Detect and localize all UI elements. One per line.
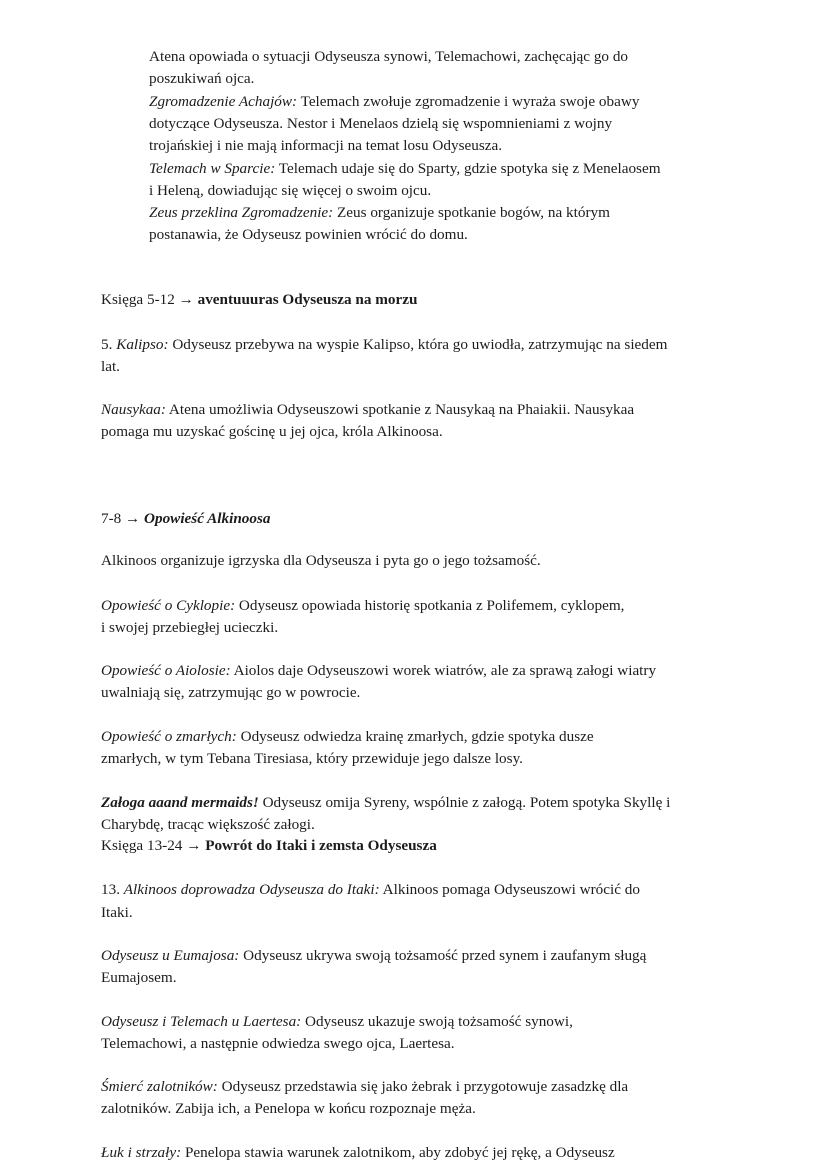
intro-p2-line3: trojańskiej i nie mają informacji na temat losu Odyseusza. bbox=[149, 137, 503, 154]
intro-p3-line1 bbox=[149, 158, 661, 180]
smierc-line2: zalotników. Zabija ich, a Penelopa w końcu rozpoznaje męża. bbox=[101, 1100, 476, 1117]
intro-p4-title: Zeus przeklina Zgromadzenie: bbox=[149, 204, 334, 221]
smierc-line1 bbox=[101, 1076, 628, 1098]
intro-p4-line1 bbox=[149, 202, 610, 224]
intro-p1-line1: Atena opowiada o sytuacji Odyseusza synowi, Telemachowi, zachęcając go do bbox=[149, 48, 629, 65]
laertes-line1 bbox=[101, 1011, 573, 1033]
zaloga-line2: Charybdę, tracąc większość załogi. bbox=[101, 816, 315, 833]
cyklop-text: Odyseusz opowiada historię spotkania z Polifemem, cyklopem, bbox=[235, 597, 625, 614]
kalipso-title: Kalipso: bbox=[116, 336, 169, 353]
luk-text: Penelopa stawia warunek zalotnikom, aby zdobyć jej rękę, a Odyseusz bbox=[181, 1144, 615, 1161]
cyklop-line2: i swojej przebiegłej ucieczki. bbox=[101, 619, 279, 636]
intro-p1-line2: poszukiwań ojca. bbox=[149, 70, 255, 87]
intro-p2-text: Telemach zwołuje zgromadzenie i wyraża swoje obawy bbox=[297, 93, 640, 110]
zaloga-text: Odyseusz omija Syreny, wspólnie z załogą. Potem spotyka Skyllę i bbox=[258, 794, 671, 811]
eumajos-text: Odyseusz ukrywa swoją tożsamość przed synem i zaufanym sługą bbox=[239, 947, 647, 964]
luk-line1 bbox=[101, 1142, 615, 1164]
cyklop-title: Opowieść o Cyklopie: bbox=[101, 597, 236, 614]
section4-heading bbox=[101, 835, 437, 857]
kalipso-num: 5. bbox=[101, 336, 117, 353]
intro-p3-line2: i Heleną, dowiadując się więcej o swoim ojcu. bbox=[149, 182, 432, 199]
zmarli-text: Odyseusz odwiedza krainę zmarłych, gdzie spotyka dusze bbox=[236, 728, 594, 745]
section3-heading-prefix: 7-8 → bbox=[101, 510, 145, 527]
laertes-title: Odyseusz i Telemach u Laertesa: bbox=[101, 1013, 302, 1030]
intro-p4-line2: postanawia, że Odyseusz powinien wrócić do domu. bbox=[149, 226, 468, 243]
zaloga-title: Załoga aaand mermaids! bbox=[101, 794, 259, 811]
nausykaa-line1 bbox=[101, 399, 634, 421]
section4-heading-bold: Powrót do Itaki i zemsta Odyseusza bbox=[205, 837, 437, 854]
eumajos-title: Odyseusz u Eumajosa: bbox=[101, 947, 240, 964]
zmarli-line1 bbox=[101, 726, 594, 748]
section3-intro: Alkinoos organizuje igrzyska dla Odyseusza i pyta go o jego tożsamość. bbox=[101, 552, 541, 569]
kalipso-line2: lat. bbox=[101, 358, 120, 375]
intro-p2-line2: dotyczące Odyseusza. Nestor i Menelaos dzielą się wspomnieniami z wojny bbox=[149, 115, 613, 132]
intro-p3-title: Telemach w Sparcie: bbox=[149, 160, 276, 177]
smierc-text: Odyseusz przedstawia się jako żebrak i przygotowuje zasadzkę dla bbox=[217, 1078, 629, 1095]
laertes-line2: Telemachowi, a następnie odwiedza swego ojca, Laertesa. bbox=[101, 1035, 455, 1052]
kalipso-text: Odyseusz przebywa na wyspie Kalipso, która go uwiodła, zatrzymując na siedem bbox=[168, 336, 668, 353]
aiolos-text: Aiolos daje Odyseuszowi worek wiatrów, ale za sprawą załogi wiatry bbox=[230, 662, 657, 679]
alkinoos-text: Alkinoos pomaga Odyseuszowi wrócić do bbox=[379, 881, 640, 898]
zaloga-line1 bbox=[101, 792, 670, 814]
intro-p2-title: Zgromadzenie Achajów: bbox=[149, 93, 298, 110]
alkinoos-num: 13. bbox=[101, 881, 124, 898]
eumajos-line2: Eumajosem. bbox=[101, 969, 177, 986]
aiolos-title: Opowieść o Aiolosie: bbox=[101, 662, 231, 679]
nausykaa-line2: pomaga mu uzyskać gościnę u jej ojca, króla Alkinoosa. bbox=[101, 423, 443, 440]
intro-p4-text: Zeus organizuje spotkanie bogów, na którym bbox=[333, 204, 610, 221]
section4-heading-prefix: Księga 13-24 → bbox=[101, 837, 206, 854]
aiolos-line1 bbox=[101, 660, 656, 682]
eumajos-line1 bbox=[101, 945, 646, 967]
smierc-title: Śmierć zalotników: bbox=[101, 1078, 218, 1095]
cyklop-line1 bbox=[101, 595, 624, 617]
laertes-text: Odyseusz ukazuje swoją tożsamość synowi, bbox=[301, 1013, 573, 1030]
nausykaa-text: Atena umożliwia Odyseuszowi spotkanie z Nausykaą na Phaiakii. Nausykaa bbox=[165, 401, 635, 418]
intro-p2-line1 bbox=[149, 91, 639, 113]
section3-heading bbox=[101, 508, 270, 530]
zmarli-line2: zmarłych, w tym Tebana Tiresiasa, który przewiduje jego dalsze losy. bbox=[101, 750, 523, 767]
alkinoos-title: Alkinoos doprowadza Odyseusza do Itaki: bbox=[123, 881, 380, 898]
luk-title: Łuk i strzały: bbox=[101, 1144, 182, 1161]
aiolos-line2: uwalniają się, zatrzymując go w powrocie. bbox=[101, 684, 361, 701]
intro-p3-text: Telemach udaje się do Sparty, gdzie spotyka się z Menelaosem bbox=[275, 160, 661, 177]
nausykaa-title: Nausykaa: bbox=[101, 401, 166, 418]
section3-heading-bold: Opowieść Alkinoosa bbox=[144, 510, 271, 527]
section2-heading bbox=[101, 289, 417, 311]
zmarli-title: Opowieść o zmarłych: bbox=[101, 728, 237, 745]
section2-heading-prefix: Księga 5-12 → bbox=[101, 291, 198, 308]
alkinoos-line2: Itaki. bbox=[101, 904, 133, 921]
kalipso-line1 bbox=[101, 334, 667, 356]
section2-heading-bold: aventuuuras Odyseusza na morzu bbox=[197, 291, 418, 308]
alkinoos-line1 bbox=[101, 879, 640, 901]
